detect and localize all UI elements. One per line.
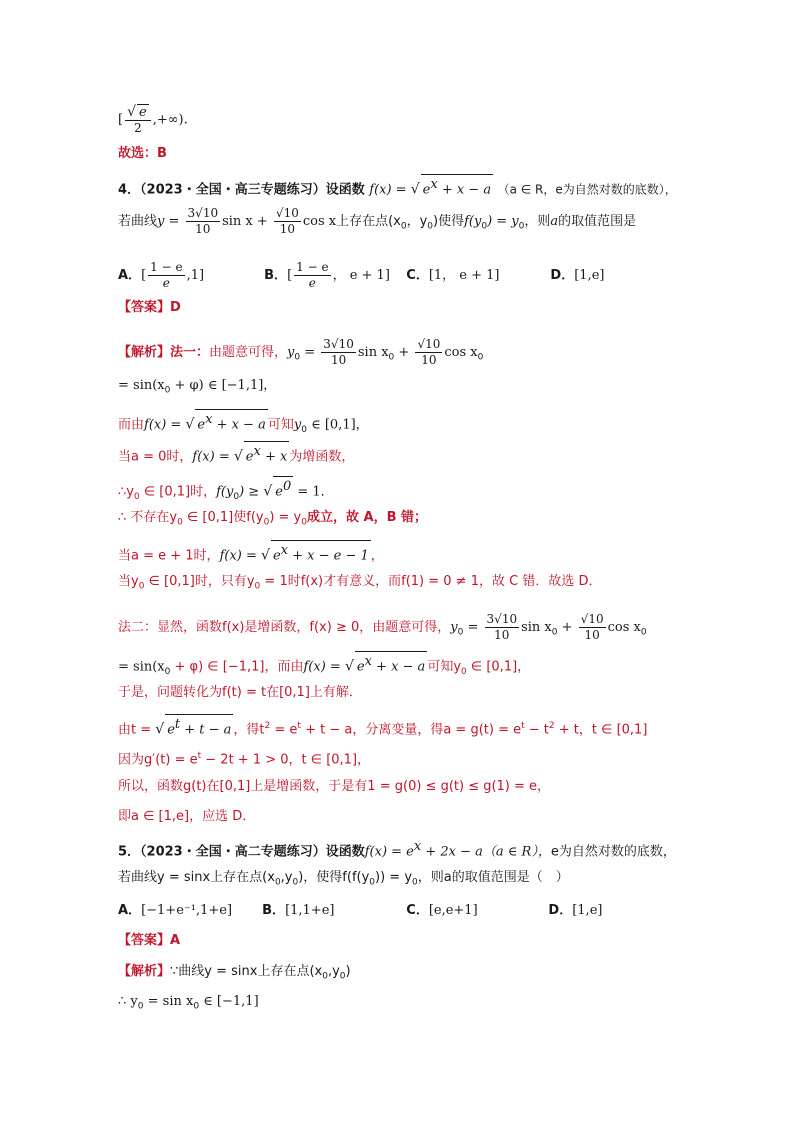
q4-method2-5: 因为$g'(t) = e^t - 2t + 1 > 0$，t ∈ [0,1]， (118, 751, 371, 768)
q5-option-a[interactable]: A．[−1+e⁻¹,1+e] (118, 903, 233, 918)
q4-option-a[interactable]: A．[ $\frac{1 - e}{e}$ ,1] (118, 260, 205, 290)
q4-analysis-1: 【解析】法一：由题意可得，$y_0$ = $\frac{3√10}{10}$ $\sin x_0$ + $\frac{√10}{10}$ $\cos x_0$ (118, 337, 484, 367)
q5-analysis-1: 【解析】∵曲线y = sinx上存在点$(x_0,y_0)$ (118, 964, 351, 982)
q5-option-c[interactable]: C．[e,e+1] (406, 903, 478, 918)
q4-method2-1: 法二：显然，函数f(x)是增函数，f(x) ≥ 0，由题意可得，$y_0$ = $\frac{3√10}{10}$ $\sin x_0$ + $\frac{√10}{10}$ $\cos x_0$ (118, 612, 647, 642)
q5-analysis-2: ∴ $y_0 = \sin x_0$ ∈ [−1,1] (118, 994, 259, 1012)
q4-method2-4: 由t = √ $e^t + t - a$ ，得$t^2 = e^t + t - a$，分离变量，得$a = g(t) = e^t - t^2 + t$，t ∈ [0,1] (118, 714, 647, 740)
prev-choice: 故选：B (118, 146, 167, 161)
q5-option-b[interactable]: B．[1,1+e] (262, 903, 335, 918)
q4-answer: 【答案】D (118, 300, 181, 315)
q4-analysis-6: ∴ 不存在$y_0$ ∈ [0,1]使$f(y_0) = y_0$成立，故 A，B 错； (118, 510, 428, 528)
q4-method2-7: 即a ∈ [1,e]，应选 D． (118, 809, 256, 824)
q5-heading: 5．（2023・全国・高二专题练习）设函数$f(x) = e^x + 2x - a(a$ ∈ R），e为自然对数的底数， (118, 839, 676, 860)
q5-options (118, 901, 602, 921)
q4-analysis-3: 而由f(x) = √ $e^x + x - a$ 可知$y_0$ ∈ [0,1]， (118, 409, 369, 440)
q4-method2-2: = $\sin(x_0 + \varphi)$ ∈ [−1,1]，而由f(x) = √ $e^x + x - a$ 可知$y_0$ ∈ [0,1]， (118, 651, 530, 682)
q4-stem: 若曲线y = $\frac{3√10}{10}$ sin x + $\frac{√10}{10}$ cos x上存在点($x_0$，$y_0$)使得$f(y_0) = y_0$，则a的取值范围是 (118, 206, 637, 236)
q4-option-b[interactable]: B．[ $\frac{1 - e}{e}$ ， e + 1] (264, 260, 390, 290)
q4-analysis-8: 当$y_0$ ∈ [0,1]时，只有$y_0 = 1$时f(x)才有意义，而f(1) = 0 ≠ 1，故 C 错．故选 D． (118, 574, 602, 592)
q4-analysis-7: 当a = e + 1时，f(x) = √ $e^x + x - e - 1$ ， (118, 540, 384, 566)
q5-answer: 【答案】A (118, 933, 181, 948)
q4-analysis-2: = $\sin(x_0 + \varphi)$ ∈ [−1,1]， (118, 378, 277, 396)
prev-interval: [ $\frac{√ e}{2}$ ,+∞). (118, 104, 188, 135)
q4-method2-3: 于是，问题转化为f(t) = t在[0,1]上有解． (118, 685, 362, 700)
q4-analysis-4: 当a = 0时，f(x) = √ $e^x + x$ 为增函数， (118, 441, 354, 467)
q4-heading: 4．（2023・全国・高三专题练习）设函数 f(x) = √ $e^x + x - a$ （a ∈ R，e为自然对数的底数）， (118, 174, 677, 200)
q5-option-d[interactable]: D．[1,e] (548, 903, 603, 918)
q5-stem: 若曲线y = sinx上存在点$(x_0,y_0)$，使得$f(f(y_0)) = y_0$，则a的取值范围是（ ） (118, 870, 569, 888)
q4-options (118, 260, 604, 291)
q4-method2-6: 所以，函数g(t)在[0,1]上是增函数，于是有1 = g(0) ≤ g(t) ≤ g(1) = e， (118, 779, 551, 794)
q4-analysis-5: $\therefore y_0$ ∈ [0,1]时，$f(y_0)$ ≥ √ $e^0 = 1$． (118, 476, 334, 507)
q4-option-d[interactable]: D．[1,e] (550, 268, 605, 283)
q4-option-c[interactable]: C．[1， e + 1] (406, 268, 500, 283)
